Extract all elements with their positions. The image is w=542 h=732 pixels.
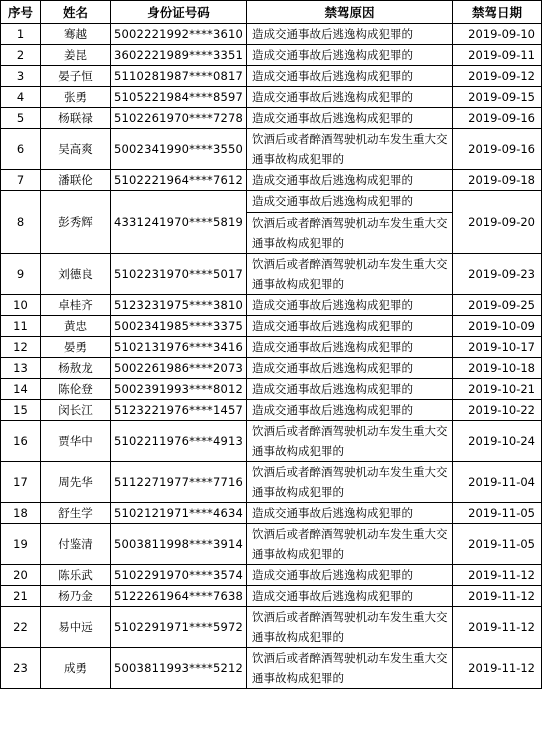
table-row bbox=[1, 170, 542, 191]
row-number: 9 bbox=[1, 254, 41, 295]
ban-reason: 饮酒后或者醉酒驾驶机动车发生重大交通事故构成犯罪的 bbox=[247, 648, 453, 689]
ban-reason: 饮酒后或者醉酒驾驶机动车发生重大交通事故构成犯罪的 bbox=[247, 462, 453, 503]
table-row bbox=[1, 316, 542, 337]
header-ban-reason: 禁驾原因 bbox=[247, 1, 453, 24]
ban-date: 2019-09-12 bbox=[453, 66, 542, 87]
person-name: 易中远 bbox=[41, 607, 111, 648]
table-row bbox=[1, 337, 542, 358]
ban-reason: 饮酒后或者醉酒驾驶机动车发生重大交通事故构成犯罪的 bbox=[247, 524, 453, 565]
id-number: 5102231970****5017 bbox=[111, 254, 247, 295]
person-name: 付鉴清 bbox=[41, 524, 111, 565]
id-number: 5102261970****7278 bbox=[111, 108, 247, 129]
ban-reason: 造成交通事故后逃逸构成犯罪的 bbox=[247, 108, 453, 129]
table-row bbox=[1, 129, 542, 170]
table-body bbox=[1, 24, 542, 689]
table-row bbox=[1, 45, 542, 66]
person-name: 舒生学 bbox=[41, 503, 111, 524]
ban-reason: 造成交通事故后逃逸构成犯罪的 bbox=[247, 379, 453, 400]
row-number: 14 bbox=[1, 379, 41, 400]
id-number: 5102131976****3416 bbox=[111, 337, 247, 358]
id-number: 5102291971****5972 bbox=[111, 607, 247, 648]
ban-date: 2019-09-20 bbox=[453, 191, 542, 254]
row-number: 7 bbox=[1, 170, 41, 191]
id-number: 5002391993****8012 bbox=[111, 379, 247, 400]
person-name: 黄忠 bbox=[41, 316, 111, 337]
person-name: 彭秀辉 bbox=[41, 191, 111, 254]
ban-date: 2019-09-18 bbox=[453, 170, 542, 191]
id-number: 5122261964****7638 bbox=[111, 586, 247, 607]
table-row bbox=[1, 87, 542, 108]
ban-date: 2019-09-11 bbox=[453, 45, 542, 66]
row-number: 5 bbox=[1, 108, 41, 129]
ban-date: 2019-09-25 bbox=[453, 295, 542, 316]
row-number: 10 bbox=[1, 295, 41, 316]
ban-reason: 造成交通事故后逃逸构成犯罪的 bbox=[247, 316, 453, 337]
id-number: 5102221964****7612 bbox=[111, 170, 247, 191]
ban-date: 2019-10-22 bbox=[453, 400, 542, 421]
id-number: 5110281987****0817 bbox=[111, 66, 247, 87]
row-number: 19 bbox=[1, 524, 41, 565]
table-row bbox=[1, 191, 542, 254]
ban-reason: 造成交通事故后逃逸构成犯罪的 bbox=[247, 66, 453, 87]
person-name: 卓桂齐 bbox=[41, 295, 111, 316]
table-row bbox=[1, 400, 542, 421]
person-name: 闵长江 bbox=[41, 400, 111, 421]
table-row bbox=[1, 586, 542, 607]
header-row bbox=[1, 1, 542, 24]
table-row bbox=[1, 462, 542, 503]
row-number: 15 bbox=[1, 400, 41, 421]
id-number: 5123231975****3810 bbox=[111, 295, 247, 316]
person-name: 贾华中 bbox=[41, 421, 111, 462]
row-number: 21 bbox=[1, 586, 41, 607]
ban-date: 2019-10-24 bbox=[453, 421, 542, 462]
ban-reason-line: 饮酒后或者醉酒驾驶机动车发生重大交通事故构成犯罪的 bbox=[252, 216, 448, 250]
table-row bbox=[1, 358, 542, 379]
row-number: 23 bbox=[1, 648, 41, 689]
ban-reason: 造成交通事故后逃逸构成犯罪的 bbox=[247, 45, 453, 66]
table-row bbox=[1, 524, 542, 565]
ban-reason: 饮酒后或者醉酒驾驶机动车发生重大交通事故构成犯罪的 bbox=[247, 421, 453, 462]
row-number: 22 bbox=[1, 607, 41, 648]
ban-date: 2019-09-16 bbox=[453, 108, 542, 129]
ban-reason: 造成交通事故后逃逸构成犯罪的 bbox=[247, 565, 453, 586]
row-number: 4 bbox=[1, 87, 41, 108]
ban-reason: 饮酒后或者醉酒驾驶机动车发生重大交通事故构成犯罪的 bbox=[247, 254, 453, 295]
row-number: 20 bbox=[1, 565, 41, 586]
ban-date: 2019-11-05 bbox=[453, 524, 542, 565]
id-number: 5105221984****8597 bbox=[111, 87, 247, 108]
row-number: 1 bbox=[1, 24, 41, 45]
table-row bbox=[1, 565, 542, 586]
ban-date: 2019-09-15 bbox=[453, 87, 542, 108]
ban-reason: 造成交通事故后逃逸构成犯罪的 bbox=[247, 358, 453, 379]
person-name: 杨敖龙 bbox=[41, 358, 111, 379]
ban-date: 2019-11-12 bbox=[453, 586, 542, 607]
ban-date: 2019-10-17 bbox=[453, 337, 542, 358]
row-number: 17 bbox=[1, 462, 41, 503]
row-number: 18 bbox=[1, 503, 41, 524]
ban-date: 2019-11-04 bbox=[453, 462, 542, 503]
person-name: 陈乐武 bbox=[41, 565, 111, 586]
ban-reason: 饮酒后或者醉酒驾驶机动车发生重大交通事故构成犯罪的 bbox=[247, 607, 453, 648]
person-name: 晏勇 bbox=[41, 337, 111, 358]
table-row bbox=[1, 108, 542, 129]
person-name: 刘德良 bbox=[41, 254, 111, 295]
table-row bbox=[1, 24, 542, 45]
ban-reason: 造成交通事故后逃逸构成犯罪的 bbox=[247, 170, 453, 191]
ban-date: 2019-10-09 bbox=[453, 316, 542, 337]
header-id-number: 身份证号码 bbox=[111, 1, 247, 24]
person-name: 杨乃金 bbox=[41, 586, 111, 607]
person-name: 陈伦登 bbox=[41, 379, 111, 400]
person-name: 成勇 bbox=[41, 648, 111, 689]
header-name: 姓名 bbox=[41, 1, 111, 24]
table-header bbox=[1, 1, 542, 24]
ban-date: 2019-11-05 bbox=[453, 503, 542, 524]
person-name: 杨联禄 bbox=[41, 108, 111, 129]
header-no: 序号 bbox=[1, 1, 41, 24]
ban-reason: 造成交通事故后逃逸构成犯罪的 bbox=[247, 24, 453, 45]
ban-reason bbox=[247, 191, 453, 254]
ban-reason: 造成交通事故后逃逸构成犯罪的 bbox=[247, 87, 453, 108]
table-row bbox=[1, 66, 542, 87]
ban-date: 2019-10-18 bbox=[453, 358, 542, 379]
ban-reason: 造成交通事故后逃逸构成犯罪的 bbox=[247, 337, 453, 358]
ban-date: 2019-11-12 bbox=[453, 607, 542, 648]
row-number: 8 bbox=[1, 191, 41, 254]
ban-reason: 造成交通事故后逃逸构成犯罪的 bbox=[247, 503, 453, 524]
person-name: 潘联伦 bbox=[41, 170, 111, 191]
row-number: 6 bbox=[1, 129, 41, 170]
row-number: 2 bbox=[1, 45, 41, 66]
id-number: 5002341990****3550 bbox=[111, 129, 247, 170]
table-row bbox=[1, 607, 542, 648]
id-number: 5102291970****3574 bbox=[111, 565, 247, 586]
person-name: 骞越 bbox=[41, 24, 111, 45]
ban-reason: 饮酒后或者醉酒驾驶机动车发生重大交通事故构成犯罪的 bbox=[247, 129, 453, 170]
id-number: 5102121971****4634 bbox=[111, 503, 247, 524]
row-number: 13 bbox=[1, 358, 41, 379]
ban-date: 2019-11-12 bbox=[453, 565, 542, 586]
id-number: 5003811998****3914 bbox=[111, 524, 247, 565]
ban-reason: 造成交通事故后逃逸构成犯罪的 bbox=[247, 586, 453, 607]
row-number: 12 bbox=[1, 337, 41, 358]
table-row bbox=[1, 295, 542, 316]
row-number: 3 bbox=[1, 66, 41, 87]
id-number: 5002221992****3610 bbox=[111, 24, 247, 45]
id-number: 3602221989****3351 bbox=[111, 45, 247, 66]
ban-date: 2019-09-16 bbox=[453, 129, 542, 170]
person-name: 周先华 bbox=[41, 462, 111, 503]
id-number: 5123221976****1457 bbox=[111, 400, 247, 421]
header-ban-date: 禁驾日期 bbox=[453, 1, 542, 24]
id-number: 5003811993****5212 bbox=[111, 648, 247, 689]
person-name: 张勇 bbox=[41, 87, 111, 108]
ban-reason: 造成交通事故后逃逸构成犯罪的 bbox=[247, 400, 453, 421]
row-number: 16 bbox=[1, 421, 41, 462]
person-name: 晏子恒 bbox=[41, 66, 111, 87]
ban-date: 2019-09-23 bbox=[453, 254, 542, 295]
ban-date: 2019-11-12 bbox=[453, 648, 542, 689]
person-name: 姜昆 bbox=[41, 45, 111, 66]
ban-date: 2019-09-10 bbox=[453, 24, 542, 45]
table-row bbox=[1, 254, 542, 295]
row-number: 11 bbox=[1, 316, 41, 337]
table-row bbox=[1, 503, 542, 524]
id-number: 4331241970****5819 bbox=[111, 191, 247, 254]
ban-reason: 造成交通事故后逃逸构成犯罪的 bbox=[247, 295, 453, 316]
table-row bbox=[1, 421, 542, 462]
id-number: 5112271977****7716 bbox=[111, 462, 247, 503]
id-number: 5102211976****4913 bbox=[111, 421, 247, 462]
person-name: 吴高爽 bbox=[41, 129, 111, 170]
id-number: 5002341985****3375 bbox=[111, 316, 247, 337]
ban-reason-line: 造成交通事故后逃逸构成犯罪的 bbox=[247, 191, 452, 213]
table-row bbox=[1, 379, 542, 400]
id-number: 5002261986****2073 bbox=[111, 358, 247, 379]
table-row bbox=[1, 648, 542, 689]
ban-date: 2019-10-21 bbox=[453, 379, 542, 400]
